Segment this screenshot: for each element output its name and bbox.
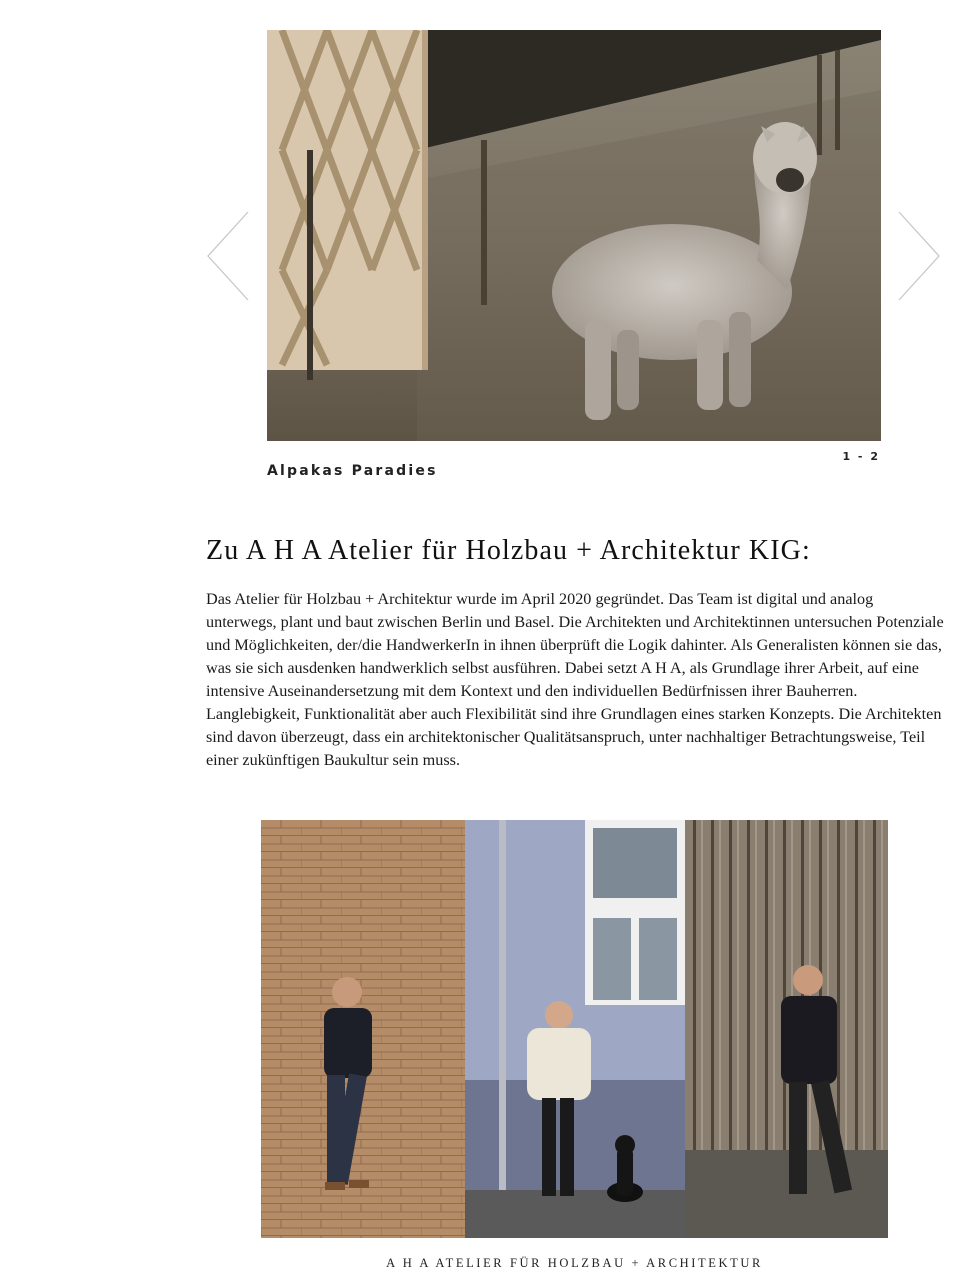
team-photo-image [261,820,888,1238]
team-photo [261,820,888,1238]
team-caption: A H A ATELIER FÜR HOLZBAU + ARCHITEKTUR [386,1256,763,1270]
chevron-left-icon [206,210,250,302]
gallery-slide-image[interactable] [267,30,881,441]
gallery-caption: Alpakas Paradies [267,463,438,479]
alpaca-photo [267,30,881,441]
page-title: Zu A H A Atelier für Holzbau + Architektur KIG: [206,535,811,566]
gallery-prev-button[interactable] [206,210,250,302]
chevron-right-icon [897,210,941,302]
intro-paragraph: Das Atelier für Holzbau + Architektur wurde im April 2020 gegründet. Das Team ist digital und analog unterwegs, plant und baut zwischen Berlin und Basel. Die Architekten und Architektinnen untersuchen Potenziale und Möglichkeiten, der/die HandwerkerIn in ihnen überprüft die Logik dahinter. Als Generalisten können sie das, was sie sich ausdenken handwerklich selbst ausführen. Dabei setzt A H A, als Grundlage ihrer Arbeit, auf eine intensive Auseinandersetzung mit dem Kontext und den individuellen Bedürfnissen ihrer Bauherren. Langlebigkeit, Funktionalität aber auch Flexibilität sind ihre Grundlagen eines starken Konzepts. Die Architekten sind davon überzeugt, dass ein architektonischer Qualitätsanspruch, unter nachhaltiger Betrachtungsweise, Teil einer zukünftigen Baukultur sein muss. [206,590,944,769]
gallery-counter: 1 - 2 [842,450,880,463]
gallery-next-button[interactable] [897,210,941,302]
